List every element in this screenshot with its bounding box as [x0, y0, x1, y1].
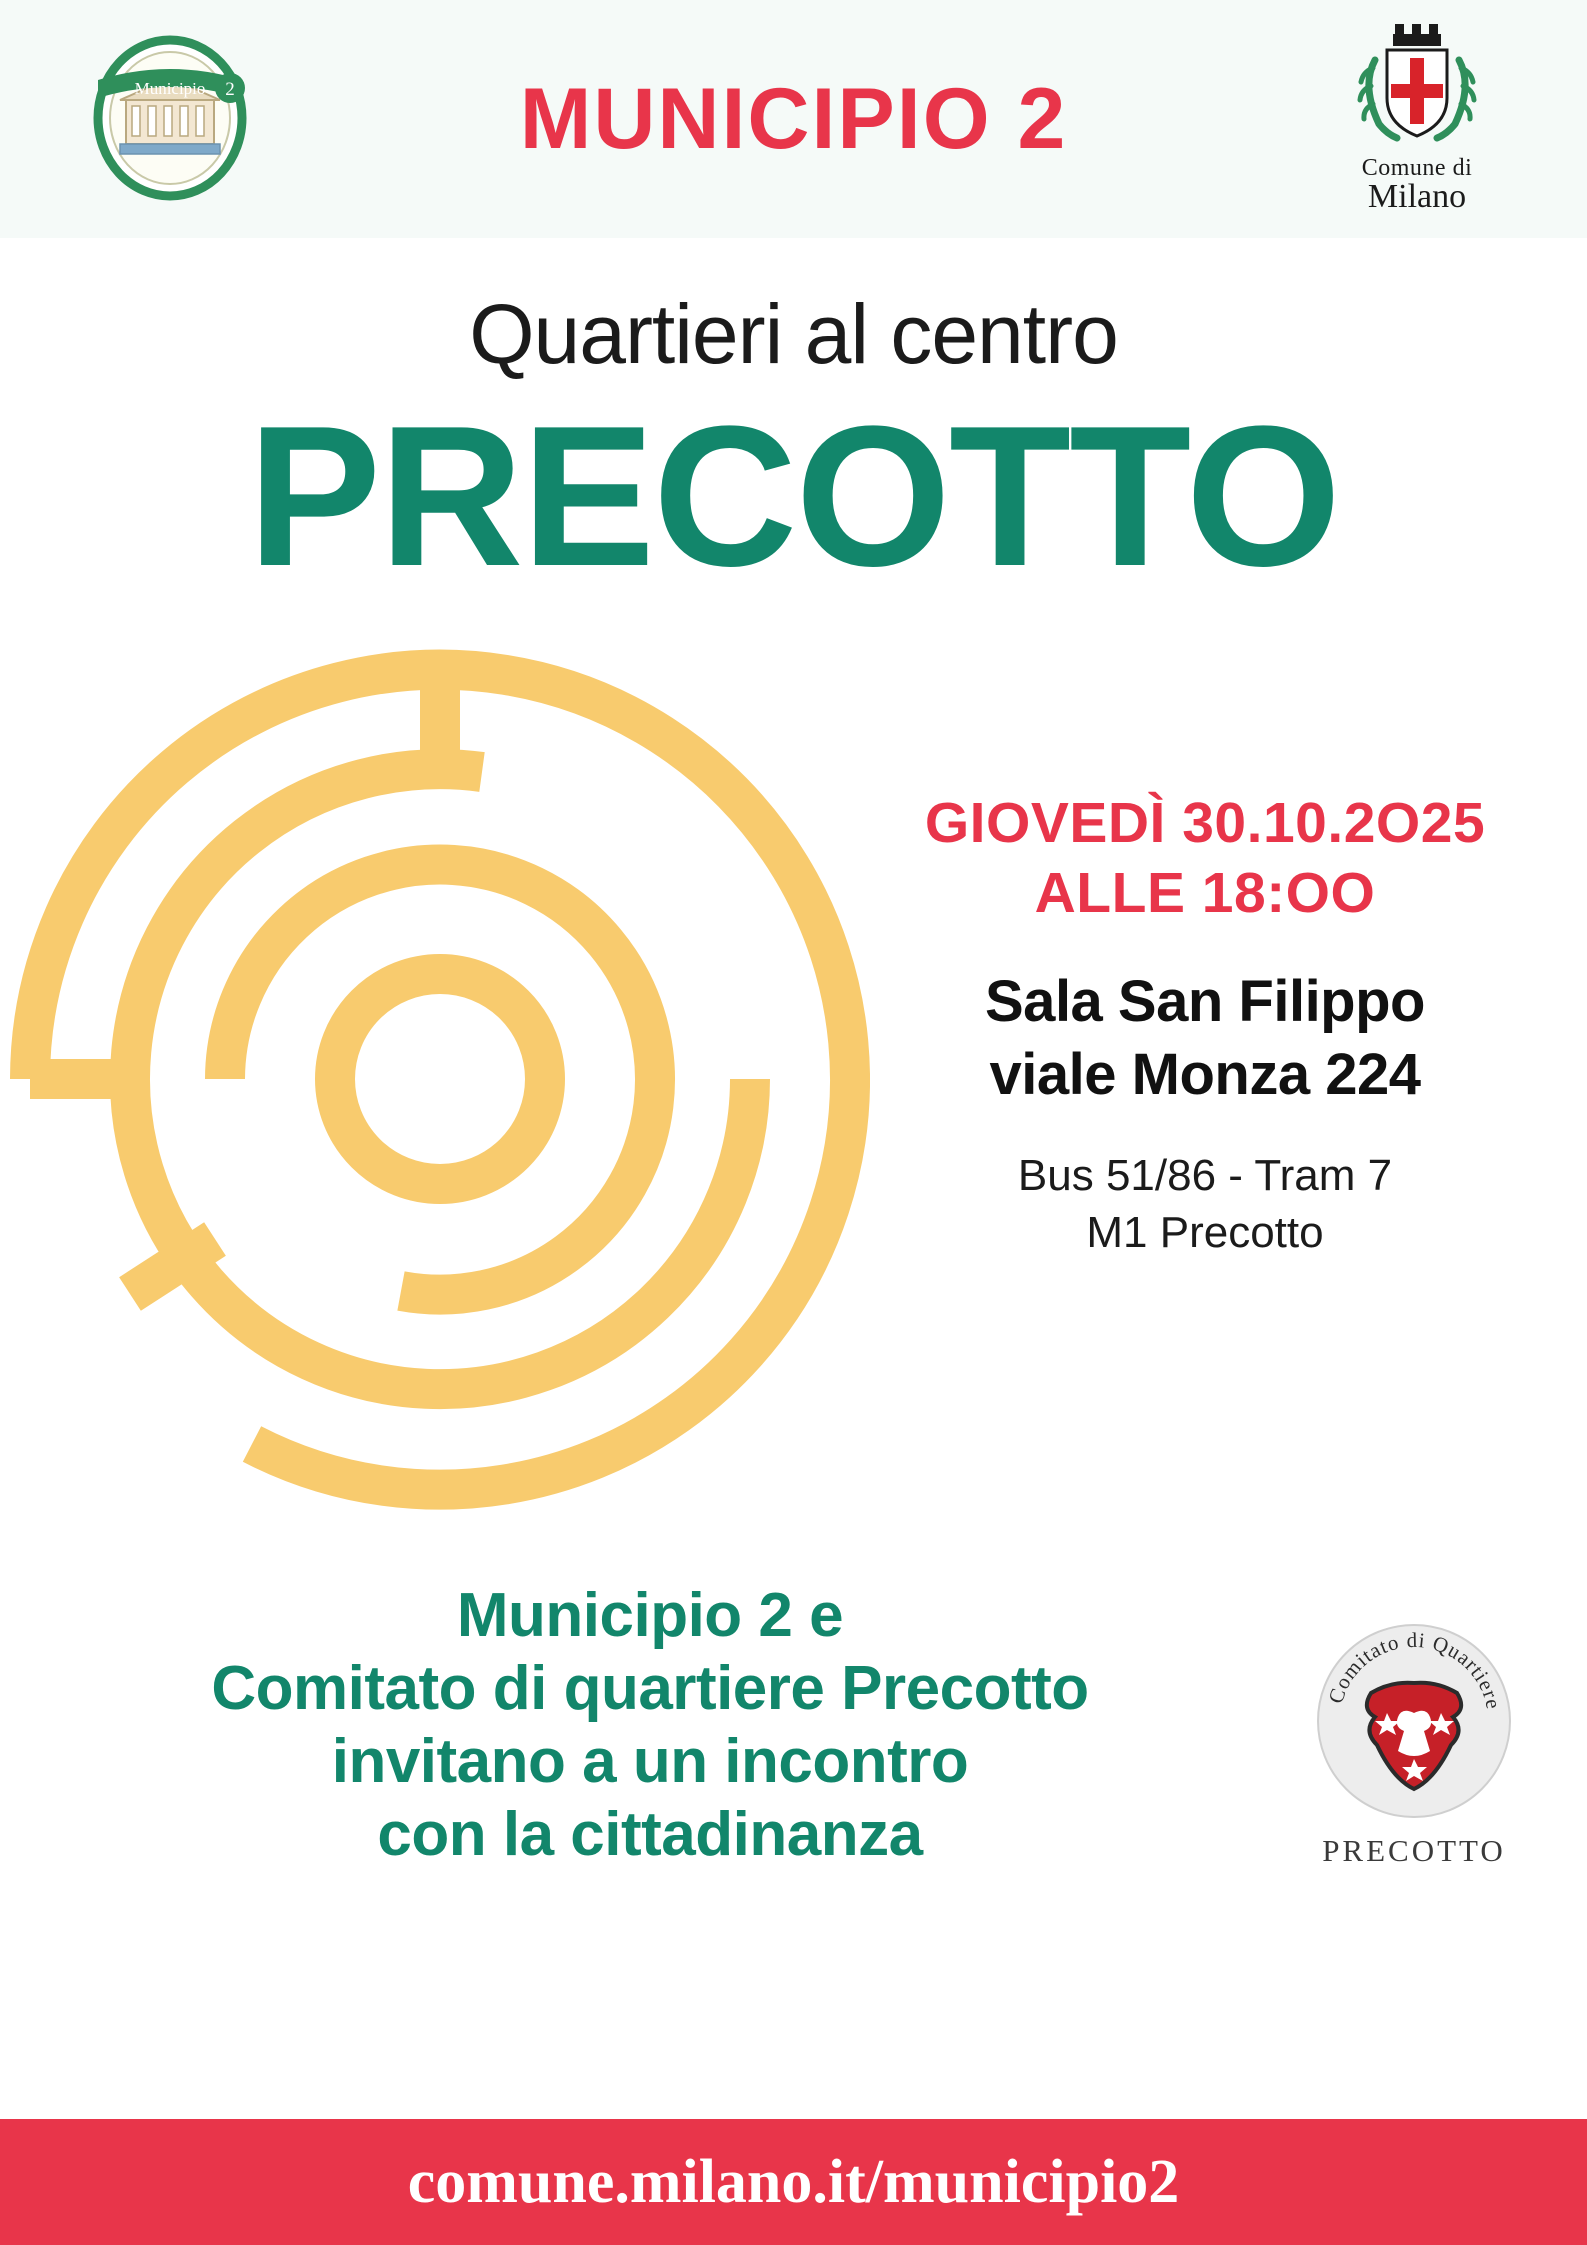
event-date: GIOVEDÌ 30.10.2O25 [924, 791, 1486, 855]
poster-header [0, 0, 1587, 238]
invite-line4: con la cittadinanza [377, 1800, 923, 1870]
event-venue-line2: viale Monza 224 [989, 1041, 1421, 1107]
invite-section [0, 1579, 1587, 1909]
svg-text:Comitato di Quartiere: Comitato di Quartiere [1323, 1627, 1507, 1712]
event-venue-line1: Sala San Filippo [985, 969, 1425, 1035]
event-transport-line2: M1 Precotto [1086, 1208, 1324, 1258]
comune-di-milano-crest-icon [1317, 20, 1517, 220]
event-info-block [840, 789, 1570, 1261]
comune-label-line1: Comune di [1361, 155, 1473, 181]
comune-label-line2: Milano [1367, 178, 1467, 215]
poster-main-title: PRECOTTO [247, 385, 1340, 608]
middle-section [0, 629, 1587, 1569]
badge-label: PRECOTTO [1322, 1833, 1506, 1868]
event-transport [840, 1147, 1570, 1261]
event-time: ALLE 18:OO [1034, 860, 1376, 925]
invite-line3: invitano a un incontro [331, 1727, 969, 1797]
svg-text:2: 2 [225, 79, 235, 100]
municipio-2-crest-icon [80, 28, 260, 208]
poster-footer [0, 2119, 1587, 2245]
invite-text [0, 1579, 1300, 1872]
event-date-time [840, 789, 1570, 928]
invite-line1: Municipio 2 e [456, 1581, 844, 1650]
invite-line2: Comitato di quartiere Precotto [211, 1654, 1089, 1724]
svg-text:Municipio: Municipio [134, 79, 206, 98]
event-venue [840, 966, 1570, 1111]
comitato-di-quartiere-precotto-crest-icon [1299, 1621, 1529, 1871]
event-transport-line1: Bus 51/86 - Tram 7 [1017, 1151, 1393, 1201]
maze-spiral-graphic-icon [10, 639, 870, 1519]
page-title: MUNICIPIO 2 [519, 70, 1068, 167]
website-url[interactable]: comune.milano.it/municipio2 [407, 2147, 1180, 2216]
poster-subtitle: Quartieri al centro [469, 287, 1118, 381]
